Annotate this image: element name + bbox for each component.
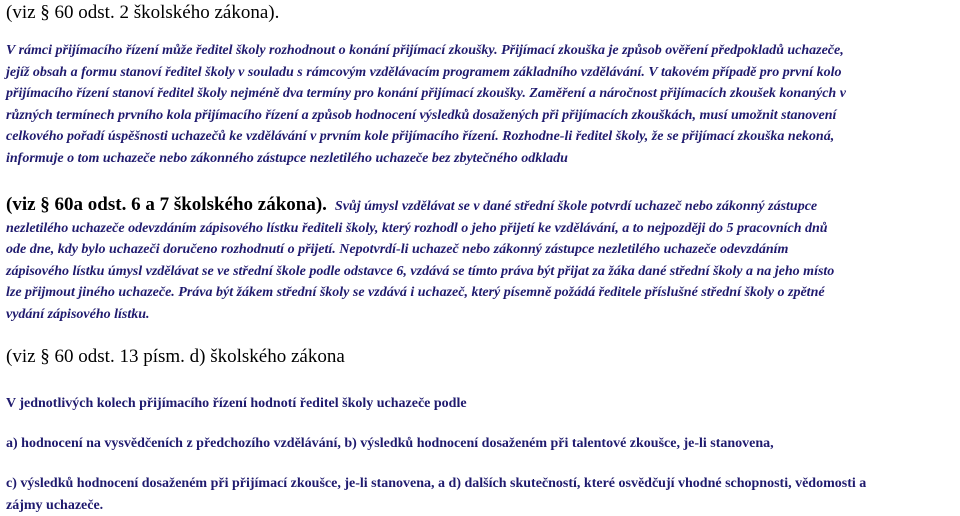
- section3-items-cd-line-2: zájmy uchazeče.: [6, 497, 104, 513]
- section1-line-5: celkového pořadí úspěšnosti uchazečů ke vzdělávání v prvním kole přijímacího řízení. Rozhodne-li ředitel školy, že se přijímací zkouška nekoná,: [6, 129, 835, 144]
- section3-heading: (viz § 60 odst. 13 písm. d) školského zákona: [6, 346, 345, 367]
- section1-line-3: přijímacího řízení stanoví ředitel školy nejméně dva termíny pro konání přijímací zkoušky. Zaměření a náročnost přijímacích zkoušek konaných v: [6, 86, 846, 101]
- section2-line-2: nezletilého uchazeče odevzdáním zápisového lístku řediteli školy, který rozhodl o jeho přijetí ke vzdělávání, a to nejpozději do 5 pracovních dnů: [6, 220, 828, 236]
- section2-heading: (viz § 60a odst. 6 a 7 školského zákona).: [6, 194, 327, 215]
- section2-line-6: vydání zápisového lístku.: [6, 306, 150, 322]
- section2-first-line: [6, 194, 958, 218]
- section2-line-3: ode dne, kdy bylo uchazeči doručeno rozhodnutí o přijetí. Nepotvrdí-li uchazeč nebo zákonný zástupce nezletilého uchazeče odevzdáním: [6, 242, 789, 257]
- section1-line-2: jejíž obsah a formu stanoví ředitel školy v souladu s rámcovým vzdělávacím programem základního vzdělávání. V takovém případě pro první kolo: [6, 64, 842, 80]
- section3-items-cd: [6, 473, 958, 516]
- section1-line-1: V rámci přijímacího řízení může ředitel školy rozhodnout o konání přijímací zkoušky. Přijímací zkouška je způsob ověření předpokladů uchazeče,: [6, 43, 844, 58]
- section1-line-4: různých termínech prvního kola přijímacího řízení a způsob hodnocení výsledků dosažených při přijímacích zkouškách, musí umožnit stanovení: [6, 107, 837, 123]
- section2-paragraph: [6, 194, 958, 325]
- section2-line-1: Svůj úmysl vzdělávat se v dané střední škole potvrdí uchazeč nebo zákonný zástupce: [334, 199, 818, 214]
- section3-items-ab: a) hodnocení na vysvědčeních z předchozího vzdělávání, b) výsledků hodnocení dosaženém při talentové zkoušce, je-li stanovena,: [6, 436, 774, 451]
- section3-items-cd-line-1: c) výsledků hodnocení dosaženém při přijímací zkoušce, je-li stanovena, a d) dalších skutečností, které osvědčují vhodné schopnosti, vědomosti a: [6, 476, 867, 491]
- section1-heading: (viz § 60 odst. 2 školského zákona).: [6, 2, 280, 23]
- section1-line-6: informuje o tom uchazeče nebo zákonného zástupce nezletilého uchazeče bez zbytečného odkladu: [6, 150, 568, 166]
- section2-line-5: lze přijmout jiného uchazeče. Práva být žákem střední školy se vzdává i uchazeč, který písemně požádá ředitele příslušné střední školy o zpětné: [6, 285, 825, 300]
- section2-line-4: zápisového lístku úmysl vzdělávat se ve střední škole podle odstavce 6, vzdává se tímto práva být přijat za žáka dané střední školy a na jeho místo: [6, 263, 835, 279]
- section3-intro: V jednotlivých kolech přijímacího řízení hodnotí ředitel školy uchazeče podle: [6, 396, 467, 411]
- section1-paragraph: [6, 40, 958, 169]
